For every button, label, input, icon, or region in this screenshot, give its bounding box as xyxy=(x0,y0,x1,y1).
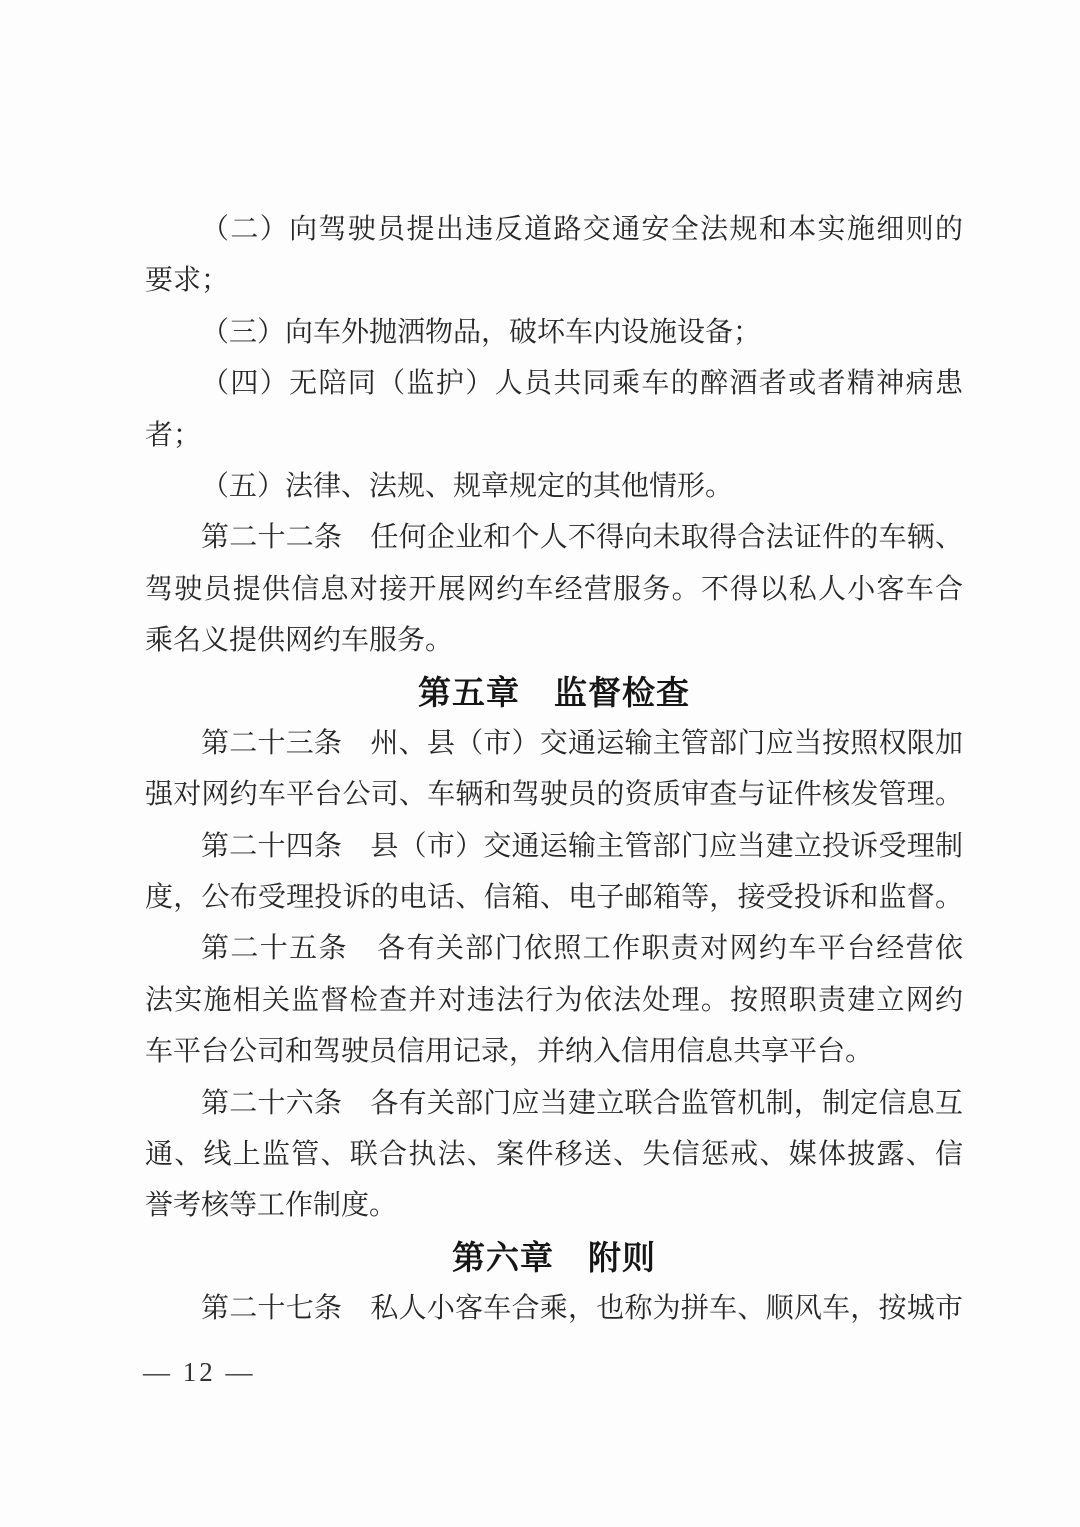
text-line: 第二十五条 各有关部门依照工作职责对网约车平台经营依 xyxy=(201,933,963,965)
chapter-heading: 第五章 监督检查 xyxy=(418,673,690,711)
text-line: 度，公布受理投诉的电话、信箱、电子邮箱等，接受投诉和监督。 xyxy=(145,882,963,914)
text-line: 誉考核等工作制度。 xyxy=(145,1190,398,1222)
text-line: 法实施相关监督检查并对违法行为依法处理。按照职责建立网约 xyxy=(145,984,963,1016)
text-line: 第二十七条 私人小客车合乘，也称为拼车、顺风车，按城市 xyxy=(201,1293,963,1325)
document-body xyxy=(145,204,963,1335)
text-line: （四）无陪同（监护）人员共同乘车的醉酒者或者精神病患 xyxy=(201,368,963,400)
text-line: （二）向驾驶员提出违反道路交通安全法规和本实施细则的 xyxy=(201,214,963,245)
text-line: 第二十六条 各有关部门应当建立联合监管机制，制定信息互 xyxy=(201,1087,963,1119)
text-line: 第二十三条 州、县（市）交通运输主管部门应当按照权限加 xyxy=(201,727,963,759)
text-line: 强对网约车平台公司、车辆和驾驶员的资质审查与证件核发管理。 xyxy=(145,779,963,811)
chapter-heading: 第六章 附则 xyxy=(452,1238,656,1276)
page-number: — 12 — xyxy=(143,1357,256,1387)
text-line: 第二十四条 县（市）交通运输主管部门应当建立投诉受理制 xyxy=(201,830,963,862)
text-line: （三）向车外抛洒物品，破坏车内设施设备； xyxy=(201,316,762,348)
text-line: 第二十二条 任何企业和个人不得向未取得合法证件的车辆、 xyxy=(201,522,963,554)
text-line: 者； xyxy=(145,419,202,451)
text-line: （五）法律、法规、规章规定的其他情形。 xyxy=(201,470,734,502)
text-line: 要求； xyxy=(145,265,230,297)
text-line: 乘名义提供网约车服务。 xyxy=(145,625,454,657)
text-line: 通、线上监管、联合执法、案件移送、失信惩戒、媒体披露、信 xyxy=(145,1139,963,1171)
text-line: 驾驶员提供信息对接开展网约车经营服务。不得以私人小客车合 xyxy=(145,573,963,605)
text-line: 车平台公司和驾驶员信用记录，并纳入信用信息共享平台。 xyxy=(145,1036,874,1068)
